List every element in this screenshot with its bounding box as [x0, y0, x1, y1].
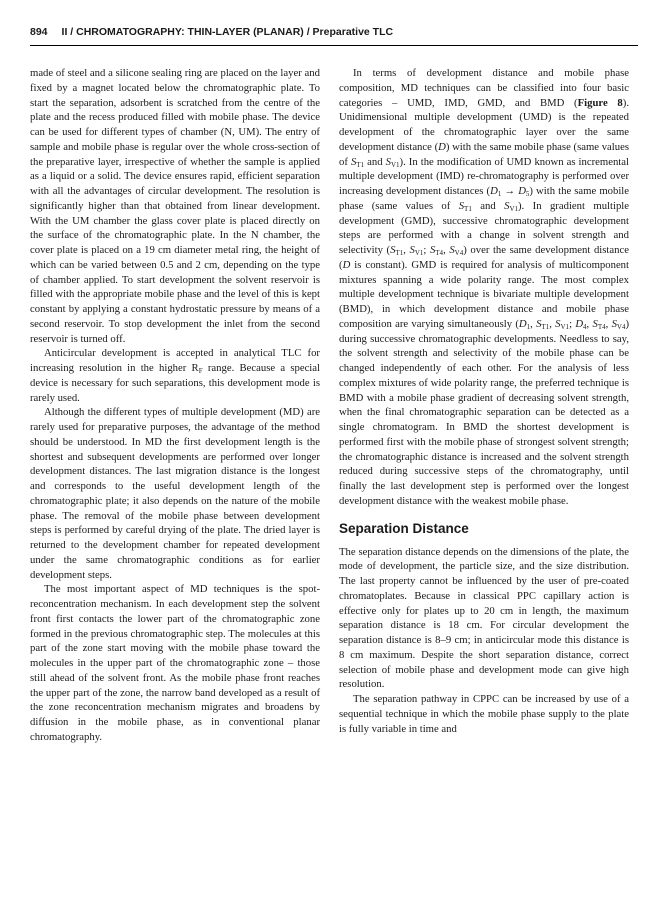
right-column [339, 66, 629, 736]
paragraph: made of steel and a silicone sealing ring are placed on the layer and fixed by a magnet located below the chromatographic plate. To start the separation, adsorbent is scratched from the centre of the plate and the recess produced filled with mobile phase. The device can be used for different types of chamber (N, UM). The entry of sample and mobile phase is regular over the whole cross-section of the preparative layer, irrespective of whether the sample is applied as a liquid or a solid. The device ensures rapid, efficient separation with all the advantages of circular development. The resolution is significantly higher than that obtained from linear development. With the UM chamber the glass cover plate is placed directly on the surface of the chromatographic plate. In the N chamber, the cover plate is placed on a 19 cm diameter metal ring, the height of which can be varied between 0.5 and 2 cm, depending on the type of chamber applied. To start development the solvent reservoir is filled with the appropriate mobile phase and the level of this is kept constant by applying a constant hydrostatic pressure by means of a second reservoir. To stop development the inlet from the second reservoir is turned off. [30, 67, 320, 345]
paragraph: The separation distance depends on the dimensions of the plate, the mode of development, the particle size, and the size distribution. The last property cannot be influenced by the user of pre-coated chromatoplates. Because in classical PPC capillary action is effective only for plates up to 20 cm in length, the maximum separation distance is 18 cm. For circular development the separation distance is 8–9 cm; in anticircular mode this distance is 8 cm maximum. Despite the short separation distance, correct selection of mobile phase and development mode can give high resolution. [339, 545, 629, 691]
section-heading: Separation Distance [339, 520, 469, 536]
page-header [30, 26, 638, 38]
paragraph: The separation pathway in CPPC can be increased by use of a sequential technique in which the mobile phase supply to the plate is fully variable in time and [339, 693, 629, 735]
running-title: II / CHROMATOGRAPHY: THIN-LAYER (PLANAR) / Preparative TLC [61, 26, 394, 38]
paragraph: In terms of development distance and mobile phase composition, MD techniques can be classified into four basic categories – UMD, IMD, GMD, and BMD (Figure 8). Unidimensional multiple development (UMD) is the repeated development of the chromatographic layer over the same development distance (D) with the same mobile phase (same values of $S_{T1}$ and $S_{V1}$). In the modification of UMD known as incremental multiple development (IMD) re-chromatography is performed over increasing development distances $(D_1 \to D_5)$ with the same mobile phase (same values of $S_{T1}$ and $S_{V1}$). In gradient multiple development (GMD), successive chromatographic development steps are performed with a change in solvent strength and selectivity ($S_{T1}$, $S_{V1}$; $S_{T4}$, $S_{V4}$) over the same development distance (D is constant). GMD is required for analysis of multicomponent mixtures spanning a wide polarity range. The most complex multiple development technique is bivariate multiple development (BMD), in which development distance and mobile phase composition are varying simultaneously ($D_1$, $S_{T1}$, $S_{V1}$; $D_4$, $S_{T4}$, $S_{V4}$) during successive chromatographic developments. Needless to say, the solvent strength and selectivity of the mobile phase can be changed independently of each other. For the analysis of less complex mixtures of wide polarity range, the preferred technique is BMD with a mobile phase gradient of decreasing solvent strength, when the final chromatographic separation can be detected as a single chromatogram. In BMD the shortest development is performed first with the mobile phase of strongest solvent strength; the chromatographic distance is increased and the solvent strength reduced during successive steps of the chromatography, until finally the last development step is performed over the longest development distance with the weakest mobile phase. [339, 67, 630, 507]
figure-reference[interactable]: Figure 8 [577, 96, 623, 109]
header-rule [30, 45, 638, 46]
left-column [30, 66, 320, 745]
page-number: 894 [30, 26, 48, 38]
paragraph: The most important aspect of MD techniques is the spot-reconcentration mechanism. In each development step the solvent front first contacts the lower part of the chromatographic zone formed in the previous chromatographic step. The molecules at this part of the zone start moving with the mobile phase toward the molecules in the upper part of the chromatographic zone – those still ahead of the solvent front. As the mobile phase front reaches the upper part of the zone, the narrow band developed as a result of the zone reconcentration mechanism migrates and broadens by diffusion in the mobile phase, as in conventional planar chromatography. [30, 583, 320, 743]
paragraph: Although the different types of multiple development (MD) are rarely used for preparative purposes, the advantage of the method should be understood. In MD the first development length is the shortest and subsequent developments are performed over longer development distances. The last migration distance is the longest and corresponds to the useful development length of the chromatographic plate; it also depends on the nature of the mobile phase. The removal of the mobile phase between development steps is performed by careful drying of the plate. The dried layer is returned to the development chamber for repeated development under the same chromatographic conditions as for earlier development steps. [30, 406, 320, 581]
paragraph: Anticircular development is accepted in analytical TLC for increasing resolution in the higher $R_F$ range. Because a special device is necessary for such separations, this development mode is rarely used. [30, 347, 320, 404]
